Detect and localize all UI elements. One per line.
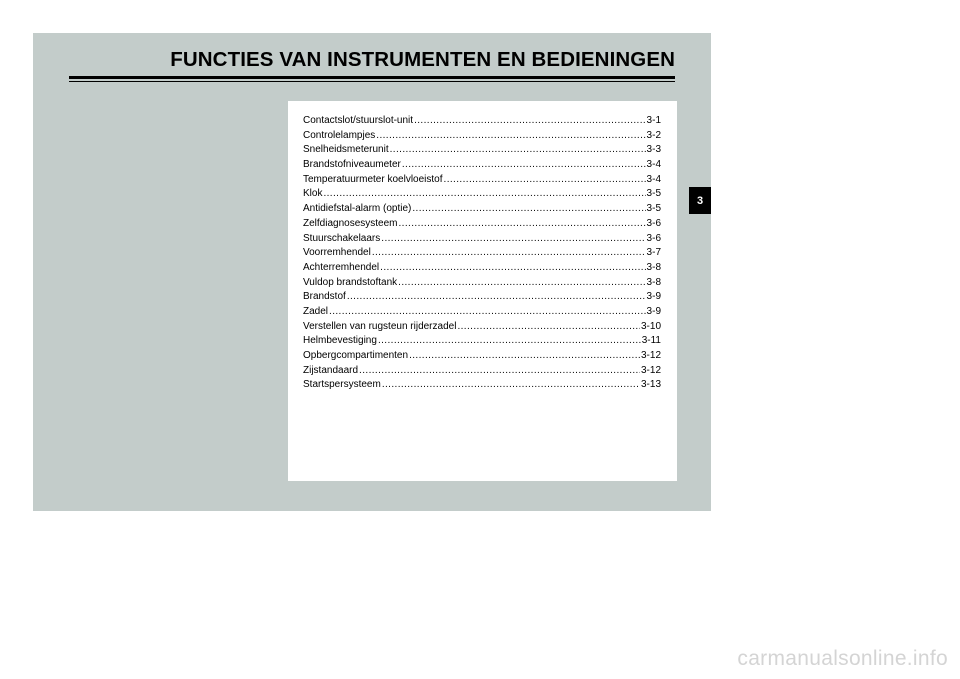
table-of-contents [288, 101, 677, 481]
toc-item[interactable] [303, 291, 661, 306]
toc-leader-dots [390, 144, 646, 155]
toc-item-label: Brandstof [303, 291, 346, 303]
toc-leader-dots [399, 218, 646, 229]
toc-item-page: 3-5 [646, 203, 661, 215]
toc-item-label: Helmbevestiging [303, 335, 377, 347]
toc-item-label: Startspersysteem [303, 379, 381, 391]
toc-item-label: Verstellen van rugsteun rijderzadel [303, 320, 457, 332]
toc-item[interactable] [303, 350, 661, 365]
toc-item-page: 3-1 [646, 115, 661, 126]
toc-item[interactable] [303, 115, 661, 130]
toc-leader-dots [381, 233, 645, 244]
toc-item-label: Antidiefstal-alarm (optie) [303, 203, 412, 215]
toc-item-page: 3-3 [646, 144, 661, 156]
toc-leader-dots [409, 350, 640, 361]
toc-item-page: 3-6 [646, 217, 661, 229]
toc-item[interactable] [303, 233, 661, 248]
toc-item-label: Stuurschakelaars [303, 232, 381, 244]
toc-item[interactable] [303, 174, 661, 189]
toc-leader-dots [329, 306, 646, 317]
toc-item[interactable] [303, 130, 661, 145]
toc-item[interactable] [303, 203, 661, 218]
toc-leader-dots [378, 335, 641, 346]
toc-leader-dots [376, 130, 645, 141]
toc-item-page: 3-4 [646, 173, 661, 185]
toc-item-label: Zadel [303, 305, 329, 317]
toc-list [303, 115, 661, 394]
toc-item[interactable] [303, 262, 661, 277]
toc-item-page: 3-4 [646, 159, 661, 171]
toc-item[interactable] [303, 306, 661, 321]
toc-item[interactable] [303, 365, 661, 380]
toc-item-label: Achterremhendel [303, 261, 380, 273]
toc-item-page: 3-10 [640, 320, 661, 332]
toc-leader-dots [372, 247, 646, 258]
toc-item[interactable] [303, 144, 661, 159]
toc-item-page: 3-9 [646, 305, 661, 317]
chapter-tab: 3 [689, 187, 711, 214]
toc-leader-dots [347, 291, 646, 302]
toc-leader-dots [444, 174, 646, 185]
toc-item-page: 3-11 [641, 335, 661, 347]
page-title: FUNCTIES VAN INSTRUMENTEN EN BEDIENINGEN [170, 48, 675, 71]
toc-item-page: 3-13 [640, 379, 661, 391]
toc-leader-dots [380, 262, 645, 273]
toc-item-label: Snelheidsmeterunit [303, 144, 389, 156]
toc-item-label: Opbergcompartimenten [303, 350, 409, 361]
toc-item-label: Vuldop brandstoftank [303, 276, 398, 288]
toc-item-label: Zijstandaard [303, 364, 359, 376]
toc-item-page: 3-7 [646, 247, 661, 259]
toc-item-page: 3-12 [640, 350, 661, 361]
toc-leader-dots [359, 365, 640, 376]
toc-item-label: Klok [303, 188, 323, 200]
toc-leader-dots [414, 115, 645, 126]
toc-item[interactable] [303, 188, 661, 203]
toc-item[interactable] [303, 277, 661, 292]
toc-item-page: 3-12 [640, 364, 661, 376]
toc-leader-dots [402, 159, 646, 170]
toc-item-page: 3-2 [646, 129, 661, 141]
toc-item-page: 3-5 [646, 188, 661, 200]
toc-item-page: 3-8 [646, 276, 661, 288]
toc-item-label: Contactslot/stuurslot-unit [303, 115, 414, 126]
toc-item[interactable] [303, 218, 661, 233]
toc-item-label: Voorremhendel [303, 247, 371, 259]
toc-item-label: Zelfdiagnosesysteem [303, 217, 398, 229]
toc-item[interactable] [303, 321, 661, 336]
toc-item[interactable] [303, 159, 661, 174]
toc-leader-dots [323, 188, 645, 199]
title-rule-thin [69, 81, 675, 82]
watermark-text: carmanualsonline.info [737, 647, 948, 670]
toc-item-label: Controlelampjes [303, 129, 376, 141]
toc-item[interactable] [303, 379, 661, 394]
toc-item[interactable] [303, 335, 661, 350]
toc-item-page: 3-8 [646, 261, 661, 273]
toc-item-label: Temperatuurmeter koelvloeistof [303, 173, 443, 185]
title-rule-thick [69, 76, 675, 79]
toc-leader-dots [457, 321, 640, 332]
toc-leader-dots [398, 277, 645, 288]
page-panel [33, 33, 711, 511]
toc-item-label: Brandstofniveaumeter [303, 159, 401, 171]
toc-item[interactable] [303, 247, 661, 262]
toc-item-page: 3-9 [646, 291, 661, 303]
toc-item-page: 3-6 [646, 232, 661, 244]
toc-leader-dots [382, 379, 640, 390]
toc-leader-dots [412, 203, 645, 214]
